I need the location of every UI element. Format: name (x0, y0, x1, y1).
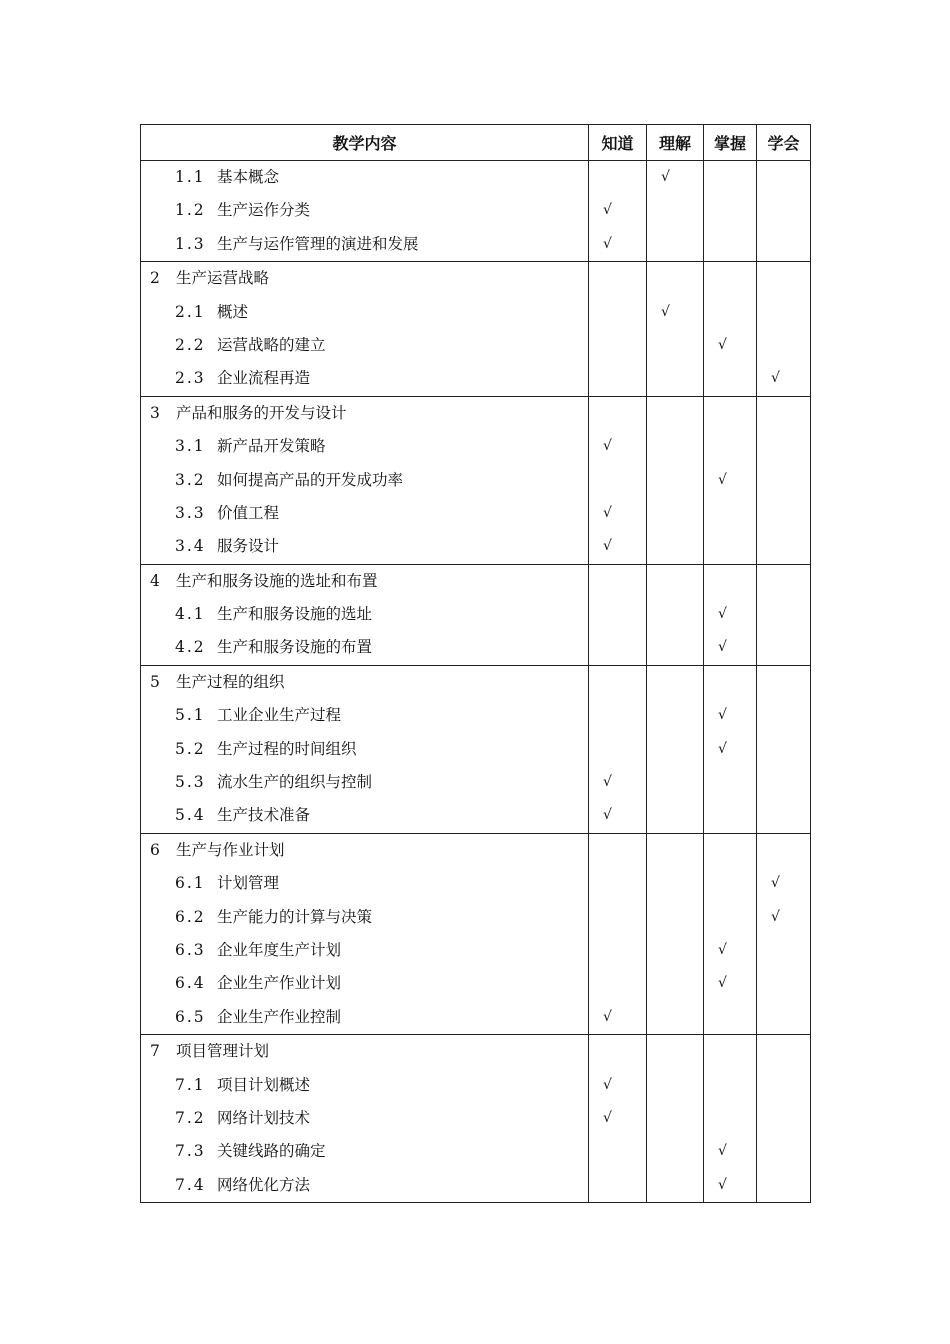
subtopic-number: 6.5 (175, 1007, 206, 1026)
subtopic-item (141, 1169, 588, 1202)
empty-mark-slot (589, 362, 646, 395)
section-row (141, 833, 811, 1034)
check-mark: √ (771, 908, 780, 925)
empty-mark-slot (589, 565, 646, 598)
subtopic-item (141, 194, 588, 227)
subtopic-item (141, 967, 588, 1000)
empty-mark-slot (589, 967, 646, 1000)
empty-mark-slot (647, 934, 703, 967)
level-cell (647, 833, 704, 1034)
subtopic-title: 企业生产作业计划 (217, 974, 342, 993)
subtopic-title: 生产技术准备 (217, 806, 311, 825)
empty-mark-slot (704, 296, 756, 329)
level-cell (647, 396, 704, 564)
empty-mark-slot (589, 934, 646, 967)
level-cell (757, 833, 811, 1034)
empty-mark-slot (757, 631, 810, 664)
topic-title: 生产与作业计划 (176, 840, 285, 859)
empty-mark-slot (757, 799, 810, 832)
empty-mark-slot (589, 598, 646, 631)
subtopic-title: 项目计划概述 (217, 1075, 311, 1094)
empty-mark-slot (589, 1169, 646, 1202)
empty-mark-slot (589, 397, 646, 430)
empty-mark-slot (647, 464, 703, 497)
topic-heading (141, 666, 588, 699)
header-know: 知道 (589, 125, 647, 161)
empty-mark-slot (647, 631, 703, 664)
empty-mark-slot (647, 262, 703, 295)
empty-mark-slot (757, 598, 810, 631)
subtopic-title: 工业企业生产过程 (217, 706, 342, 725)
empty-mark-slot (704, 901, 756, 934)
subtopic-number: 3.4 (175, 537, 206, 556)
empty-mark-slot (757, 1035, 810, 1068)
subtopic-number: 7.4 (175, 1175, 206, 1194)
empty-mark-slot (757, 194, 810, 227)
subtopic-title: 生产过程的时间组织 (217, 739, 357, 758)
subtopic-item (141, 329, 588, 362)
subtopic-number: 6.2 (175, 907, 206, 926)
subtopic-number: 3.1 (175, 437, 206, 456)
empty-mark-slot (757, 699, 810, 732)
empty-mark-slot (704, 666, 756, 699)
level-cell (647, 665, 704, 833)
subtopic-title: 价值工程 (217, 503, 280, 522)
level-cell (704, 396, 757, 564)
subtopic-item (141, 464, 588, 497)
subtopic-item (141, 161, 588, 194)
empty-mark-slot (757, 1169, 810, 1202)
check-mark: √ (718, 639, 727, 656)
section-row (141, 262, 811, 397)
subtopic-number: 7.2 (175, 1108, 206, 1127)
check-mark: √ (661, 303, 670, 320)
empty-mark-slot (647, 1035, 703, 1068)
subtopic-item (141, 733, 588, 766)
check-mark: √ (718, 606, 727, 623)
empty-mark-slot (704, 766, 756, 799)
level-cell (704, 1035, 757, 1203)
section-row (141, 161, 811, 262)
empty-mark-slot (757, 733, 810, 766)
empty-mark-slot (647, 1102, 703, 1135)
level-cell (647, 262, 704, 397)
subtopic-number: 4.1 (175, 605, 206, 624)
empty-mark-slot (589, 901, 646, 934)
check-mark: √ (771, 875, 780, 892)
empty-mark-slot (647, 967, 703, 1000)
empty-mark-slot (757, 934, 810, 967)
topic-number: 5 (150, 672, 160, 691)
empty-mark-slot (647, 362, 703, 395)
subtopic-number: 5.4 (175, 806, 206, 825)
subtopic-title: 服务设计 (217, 537, 280, 556)
empty-mark-slot (589, 1135, 646, 1168)
subtopic-number: 5.1 (175, 706, 206, 725)
subtopic-title: 网络优化方法 (217, 1175, 311, 1194)
empty-mark-slot (704, 1069, 756, 1102)
empty-mark-slot (757, 1001, 810, 1034)
empty-mark-slot (647, 598, 703, 631)
empty-mark-slot (647, 867, 703, 900)
empty-mark-slot (647, 699, 703, 732)
subtopic-title: 生产与运作管理的演进和发展 (217, 234, 419, 253)
empty-mark-slot (757, 1102, 810, 1135)
empty-mark-slot (704, 397, 756, 430)
header-understand: 理解 (647, 125, 704, 161)
subtopic-item (141, 934, 588, 967)
subtopic-title: 企业生产作业控制 (217, 1007, 342, 1026)
subtopic-title: 生产和服务设施的选址 (217, 605, 373, 624)
empty-mark-slot (647, 329, 703, 362)
section-content-cell (141, 396, 589, 564)
empty-mark-slot (647, 766, 703, 799)
subtopic-title: 企业年度生产计划 (217, 940, 342, 959)
subtopic-number: 7.1 (175, 1075, 206, 1094)
section-content-cell (141, 833, 589, 1034)
header-row (141, 125, 811, 161)
empty-mark-slot (757, 1069, 810, 1102)
level-cell (704, 262, 757, 397)
section-row (141, 564, 811, 665)
empty-mark-slot (704, 262, 756, 295)
empty-mark-slot (589, 631, 646, 664)
subtopic-number: 1.2 (175, 201, 206, 220)
empty-mark-slot (589, 1035, 646, 1068)
empty-mark-slot (704, 430, 756, 463)
empty-mark-slot (589, 733, 646, 766)
topic-title: 生产和服务设施的选址和布置 (176, 571, 378, 590)
empty-mark-slot (757, 766, 810, 799)
check-mark: √ (603, 202, 612, 219)
subtopic-item (141, 867, 588, 900)
empty-mark-slot (704, 799, 756, 832)
subtopic-number: 6.4 (175, 974, 206, 993)
empty-mark-slot (757, 967, 810, 1000)
empty-mark-slot (589, 867, 646, 900)
subtopic-item (141, 766, 588, 799)
empty-mark-slot (757, 430, 810, 463)
subtopic-title: 如何提高产品的开发成功率 (217, 470, 404, 489)
empty-mark-slot (647, 228, 703, 261)
subtopic-number: 4.2 (175, 638, 206, 657)
subtopic-item (141, 631, 588, 664)
level-cell (757, 665, 811, 833)
empty-mark-slot (757, 1135, 810, 1168)
subtopic-number: 1.3 (175, 234, 206, 253)
subtopic-item (141, 228, 588, 261)
level-cell (647, 161, 704, 262)
empty-mark-slot (704, 362, 756, 395)
section-content-cell (141, 665, 589, 833)
empty-mark-slot (589, 464, 646, 497)
check-mark: √ (718, 1143, 727, 1160)
topic-title: 产品和服务的开发与设计 (176, 403, 347, 422)
section-content-cell (141, 1035, 589, 1203)
topic-number: 3 (150, 403, 160, 422)
subtopic-item (141, 1135, 588, 1168)
check-mark: √ (661, 169, 670, 185)
topic-number: 2 (150, 269, 160, 288)
topic-number: 6 (150, 840, 160, 859)
level-cell (757, 262, 811, 397)
subtopic-title: 流水生产的组织与控制 (217, 773, 373, 792)
empty-mark-slot (704, 228, 756, 261)
subtopic-item (141, 799, 588, 832)
check-mark: √ (603, 1008, 612, 1025)
empty-mark-slot (704, 834, 756, 867)
level-cell (589, 833, 647, 1034)
check-mark: √ (718, 941, 727, 958)
level-cell (589, 262, 647, 397)
check-mark: √ (718, 975, 727, 992)
section-content-cell (141, 161, 589, 262)
subtopic-item (141, 1102, 588, 1135)
empty-mark-slot (647, 430, 703, 463)
subtopic-number: 1.1 (175, 168, 206, 186)
level-cell (647, 564, 704, 665)
empty-mark-slot (757, 161, 810, 194)
level-cell (704, 665, 757, 833)
table-header (141, 125, 811, 161)
subtopic-number: 7.3 (175, 1142, 206, 1161)
subtopic-item (141, 1069, 588, 1102)
check-mark: √ (603, 1109, 612, 1126)
empty-mark-slot (704, 530, 756, 563)
check-mark: √ (603, 1076, 612, 1093)
empty-mark-slot (589, 296, 646, 329)
header-learn: 学会 (757, 125, 811, 161)
empty-mark-slot (647, 565, 703, 598)
empty-mark-slot (647, 1069, 703, 1102)
check-mark: √ (718, 1176, 727, 1193)
level-cell (757, 396, 811, 564)
subtopic-number: 2.2 (175, 335, 206, 354)
empty-mark-slot (704, 497, 756, 530)
subtopic-title: 运营战略的建立 (217, 335, 326, 354)
level-cell (704, 161, 757, 262)
topic-title: 项目管理计划 (176, 1042, 270, 1061)
empty-mark-slot (647, 530, 703, 563)
check-mark: √ (718, 471, 727, 488)
subtopic-item (141, 1001, 588, 1034)
subtopic-item (141, 497, 588, 530)
check-mark: √ (603, 538, 612, 555)
subtopic-item (141, 430, 588, 463)
empty-mark-slot (647, 1001, 703, 1034)
subtopic-item (141, 598, 588, 631)
subtopic-number: 6.1 (175, 874, 206, 893)
subtopic-number: 2.3 (175, 369, 206, 388)
level-cell (704, 833, 757, 1034)
header-master: 掌握 (704, 125, 757, 161)
check-mark: √ (603, 504, 612, 521)
empty-mark-slot (757, 565, 810, 598)
section-content-cell (141, 564, 589, 665)
empty-mark-slot (589, 161, 646, 194)
empty-mark-slot (704, 565, 756, 598)
subtopic-item (141, 530, 588, 563)
empty-mark-slot (704, 1001, 756, 1034)
subtopic-title: 网络计划技术 (217, 1108, 311, 1127)
topic-heading (141, 834, 588, 867)
level-cell (757, 1035, 811, 1203)
subtopic-title: 企业流程再造 (217, 369, 311, 388)
empty-mark-slot (647, 397, 703, 430)
topic-heading (141, 262, 588, 295)
section-row (141, 396, 811, 564)
header-content: 教学内容 (141, 125, 589, 161)
check-mark: √ (603, 807, 612, 824)
empty-mark-slot (647, 1169, 703, 1202)
subtopic-number: 5.2 (175, 739, 206, 758)
empty-mark-slot (757, 497, 810, 530)
subtopic-item (141, 901, 588, 934)
topic-heading (141, 1035, 588, 1068)
check-mark: √ (718, 740, 727, 757)
check-mark: √ (603, 235, 612, 252)
table-body (141, 161, 811, 1203)
empty-mark-slot (757, 397, 810, 430)
empty-mark-slot (589, 699, 646, 732)
level-cell (589, 1035, 647, 1203)
subtopic-number: 6.3 (175, 940, 206, 959)
level-cell (589, 665, 647, 833)
empty-mark-slot (704, 867, 756, 900)
check-mark: √ (603, 438, 612, 455)
section-row (141, 665, 811, 833)
empty-mark-slot (647, 733, 703, 766)
subtopic-title: 关键线路的确定 (217, 1142, 326, 1161)
empty-mark-slot (647, 194, 703, 227)
empty-mark-slot (589, 262, 646, 295)
topic-title: 生产过程的组织 (176, 672, 285, 691)
syllabus-table (140, 124, 811, 1203)
empty-mark-slot (757, 666, 810, 699)
level-cell (589, 564, 647, 665)
subtopic-number: 3.3 (175, 503, 206, 522)
empty-mark-slot (647, 497, 703, 530)
check-mark: √ (771, 370, 780, 387)
subtopic-title: 新产品开发策略 (217, 437, 326, 456)
empty-mark-slot (704, 1035, 756, 1068)
empty-mark-slot (647, 666, 703, 699)
subtopic-title: 生产能力的计算与决策 (217, 907, 373, 926)
empty-mark-slot (757, 329, 810, 362)
subtopic-number: 5.3 (175, 773, 206, 792)
subtopic-title: 基本概念 (217, 168, 280, 186)
subtopic-title: 生产和服务设施的布置 (217, 638, 373, 657)
subtopic-item (141, 699, 588, 732)
level-cell (589, 396, 647, 564)
section-row (141, 1035, 811, 1203)
empty-mark-slot (647, 834, 703, 867)
empty-mark-slot (757, 464, 810, 497)
topic-title: 生产运营战略 (176, 269, 270, 288)
empty-mark-slot (704, 1102, 756, 1135)
subtopic-item (141, 296, 588, 329)
empty-mark-slot (647, 799, 703, 832)
empty-mark-slot (757, 228, 810, 261)
subtopic-title: 概述 (217, 302, 249, 321)
level-cell (757, 564, 811, 665)
empty-mark-slot (757, 296, 810, 329)
check-mark: √ (718, 707, 727, 724)
empty-mark-slot (757, 262, 810, 295)
topic-number: 4 (150, 571, 160, 590)
level-cell (589, 161, 647, 262)
subtopic-title: 生产运作分类 (217, 201, 311, 220)
empty-mark-slot (757, 530, 810, 563)
empty-mark-slot (589, 666, 646, 699)
empty-mark-slot (704, 194, 756, 227)
empty-mark-slot (589, 834, 646, 867)
check-mark: √ (603, 774, 612, 791)
empty-mark-slot (704, 161, 756, 194)
level-cell (647, 1035, 704, 1203)
subtopic-title: 计划管理 (217, 874, 280, 893)
check-mark: √ (718, 336, 727, 353)
subtopic-number: 2.1 (175, 302, 206, 321)
subtopic-item (141, 362, 588, 395)
empty-mark-slot (647, 901, 703, 934)
subtopic-number: 3.2 (175, 470, 206, 489)
empty-mark-slot (589, 329, 646, 362)
empty-mark-slot (647, 1135, 703, 1168)
empty-mark-slot (757, 834, 810, 867)
section-content-cell (141, 262, 589, 397)
topic-number: 7 (150, 1042, 160, 1061)
topic-heading (141, 565, 588, 598)
level-cell (757, 161, 811, 262)
level-cell (704, 564, 757, 665)
topic-heading (141, 397, 588, 430)
